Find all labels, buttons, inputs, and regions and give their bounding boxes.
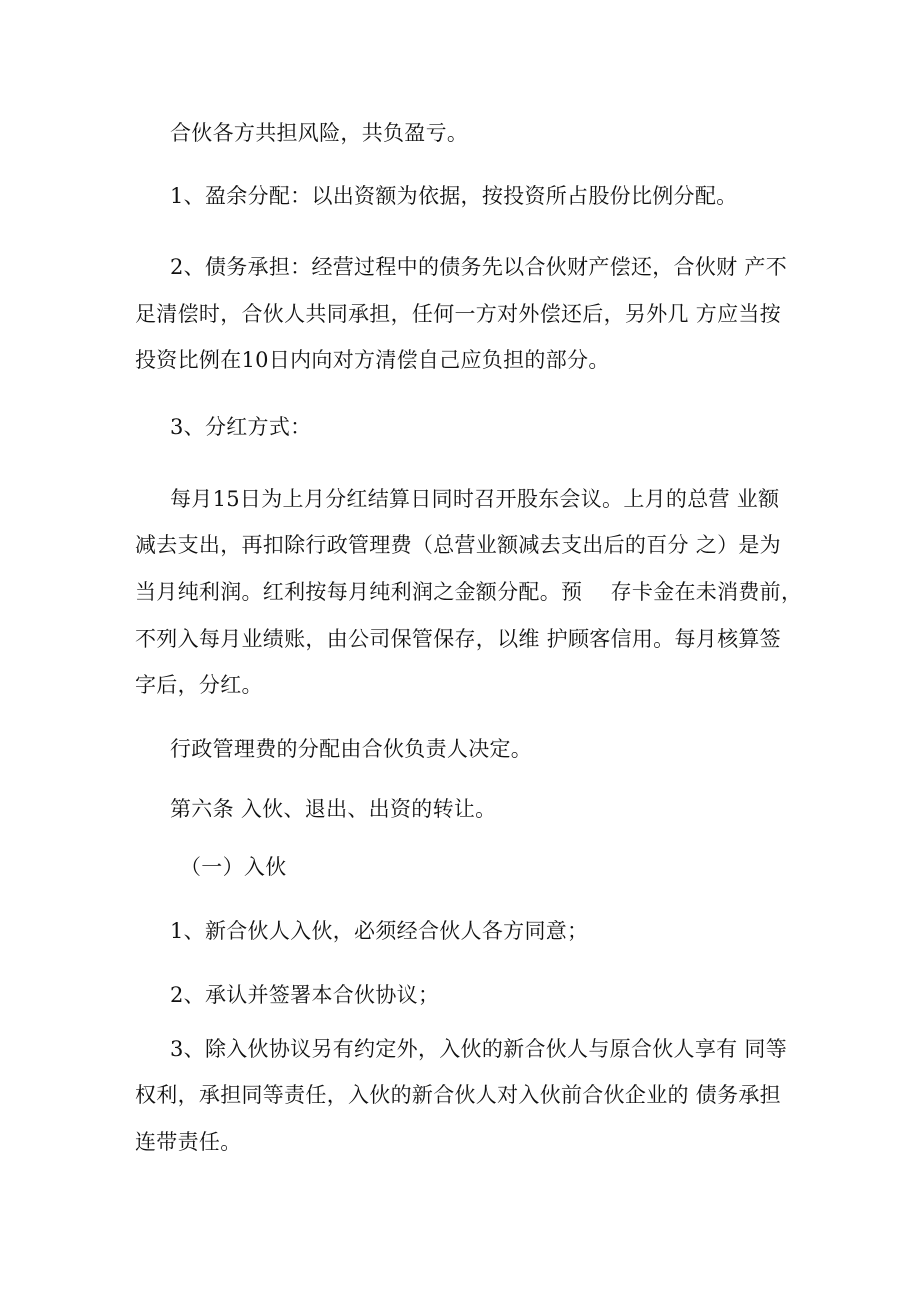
joining-item-3-line-1: 3、除入伙协议另有约定外，入伙的新合伙人与原合伙人享有 同等 <box>170 1037 788 1061</box>
section-joining-heading: （一）入伙 <box>180 855 287 879</box>
joining-item-3-line-2: 权利，承担同等责任，入伙的新合伙人对入伙前合伙企业的 债务承担 <box>135 1083 781 1107</box>
paragraph-debt-line-1: 2、债务承担：经营过程中的债务先以合伙财产偿还，合伙财 产不 <box>170 255 788 279</box>
paragraph-debt-line-3: 投资比例在10日内向对方清偿自己应负担的部分。 <box>135 348 610 372</box>
joining-item-2: 2、承认并签署本合伙协议； <box>170 983 440 1007</box>
paragraph-debt-line-2: 足清偿时，合伙人共同承担，任何一方对外偿还后，另外几 方应当按 <box>135 302 781 326</box>
paragraph-dividend-line-1: 每月15日为上月分红结算日同时召开股东会议。上月的总营 业额 <box>170 487 780 511</box>
paragraph-dividend-line-5: 字后，分红。 <box>135 673 263 697</box>
paragraph-dividend-line-4: 不列入每月业绩账，由公司保管保存，以维 护顾客信用。每月核算签 <box>135 627 781 651</box>
paragraph-risk-sharing: 合伙各方共担风险，共负盈亏。 <box>170 121 469 145</box>
article-six-heading: 第六条 入伙、退出、出资的转让。 <box>170 797 497 821</box>
paragraph-dividend-heading: 3、分红方式： <box>170 415 312 439</box>
paragraph-dividend-line-3: 当月纯利润。红利按每月纯利润之金额分配。预 存卡金在未消费前， <box>135 580 803 604</box>
paragraph-dividend-line-2: 减去支出，再扣除行政管理费（总营业额减去支出后的百分 之）是为 <box>135 533 781 557</box>
paragraph-profit-distribution: 1、盈余分配：以出资额为依据，按投资所占股份比例分配。 <box>170 184 738 208</box>
joining-item-3-line-3: 连带责任。 <box>135 1130 242 1154</box>
joining-item-1: 1、新合伙人入伙，必须经合伙人各方同意； <box>170 919 589 943</box>
paragraph-admin-fee: 行政管理费的分配由合伙负责人决定。 <box>170 737 533 761</box>
